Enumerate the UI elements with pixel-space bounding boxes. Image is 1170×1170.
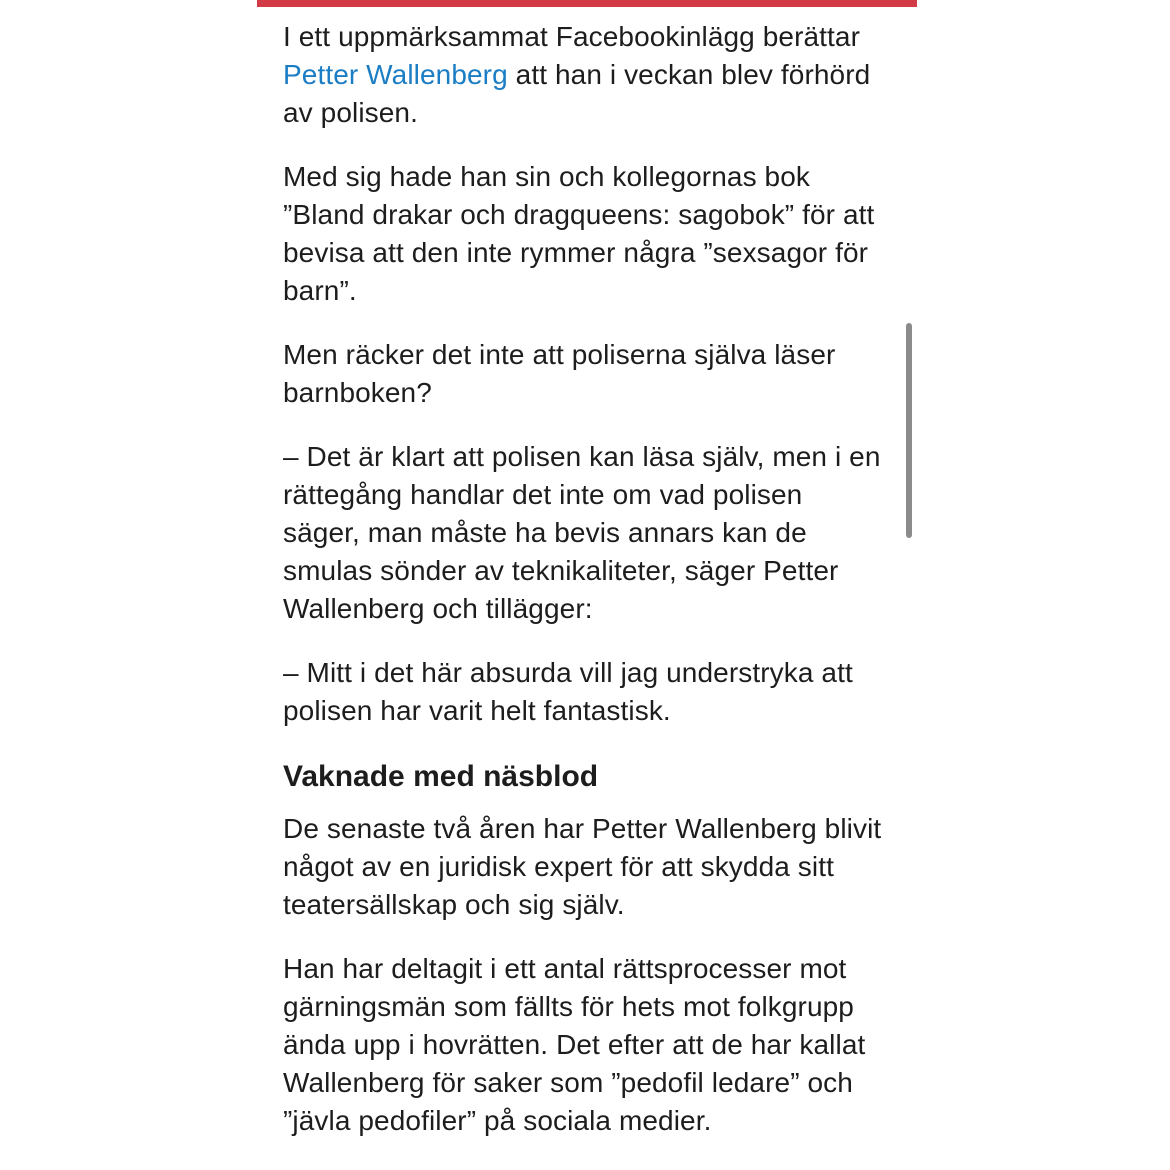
paragraph-quote-2: – Mitt i det här absurda vill jag understryka att polisen har varit helt fantastisk. xyxy=(283,657,853,726)
paragraph-intro xyxy=(283,18,885,132)
paragraph-legal-processes: Han har deltagit i ett antal rättsprocesser mot gärningsmän som fällts för hets mot folkgrupp ända upp i hovrätten. Det efter att de har kallat Wallenberg för saker som ”pedofil ledare” och ”jävla pedofiler” på sociala medier. xyxy=(283,953,866,1136)
paragraph-expert: De senaste två åren har Petter Wallenberg blivit något av en juridisk expert för att skydda sitt teatersällskap och sig själv. xyxy=(283,813,882,920)
article-body xyxy=(283,18,885,1166)
subheading-vaknade-med-nasblod: Vaknade med näsblod xyxy=(283,760,599,793)
petter-wallenberg-link[interactable]: Petter Wallenberg xyxy=(283,59,508,90)
paragraph-text: att han i veckan blev förhörd av polisen. xyxy=(283,59,871,128)
paragraph-text: I ett uppmärksammat Facebookinlägg berättar xyxy=(283,21,861,52)
paragraph-quote-1: – Det är klart att polisen kan läsa själv, men i en rättegång handlar det inte om vad polisen säger, man måste ha bevis annars kan de smulas sönder av teknikaliteter, säger Petter Wallenberg och tillägger: xyxy=(283,441,881,624)
paragraph-book: Med sig hade han sin och kollegornas bok ”Bland drakar och dragqueens: sagobok” för att bevisa att den inte rymmer några ”sexsagor för barn”. xyxy=(283,161,875,306)
scrollbar-thumb[interactable] xyxy=(906,323,912,538)
top-accent-bar xyxy=(257,0,917,7)
paragraph-question: Men räcker det inte att poliserna själva läser barnboken? xyxy=(283,339,836,408)
